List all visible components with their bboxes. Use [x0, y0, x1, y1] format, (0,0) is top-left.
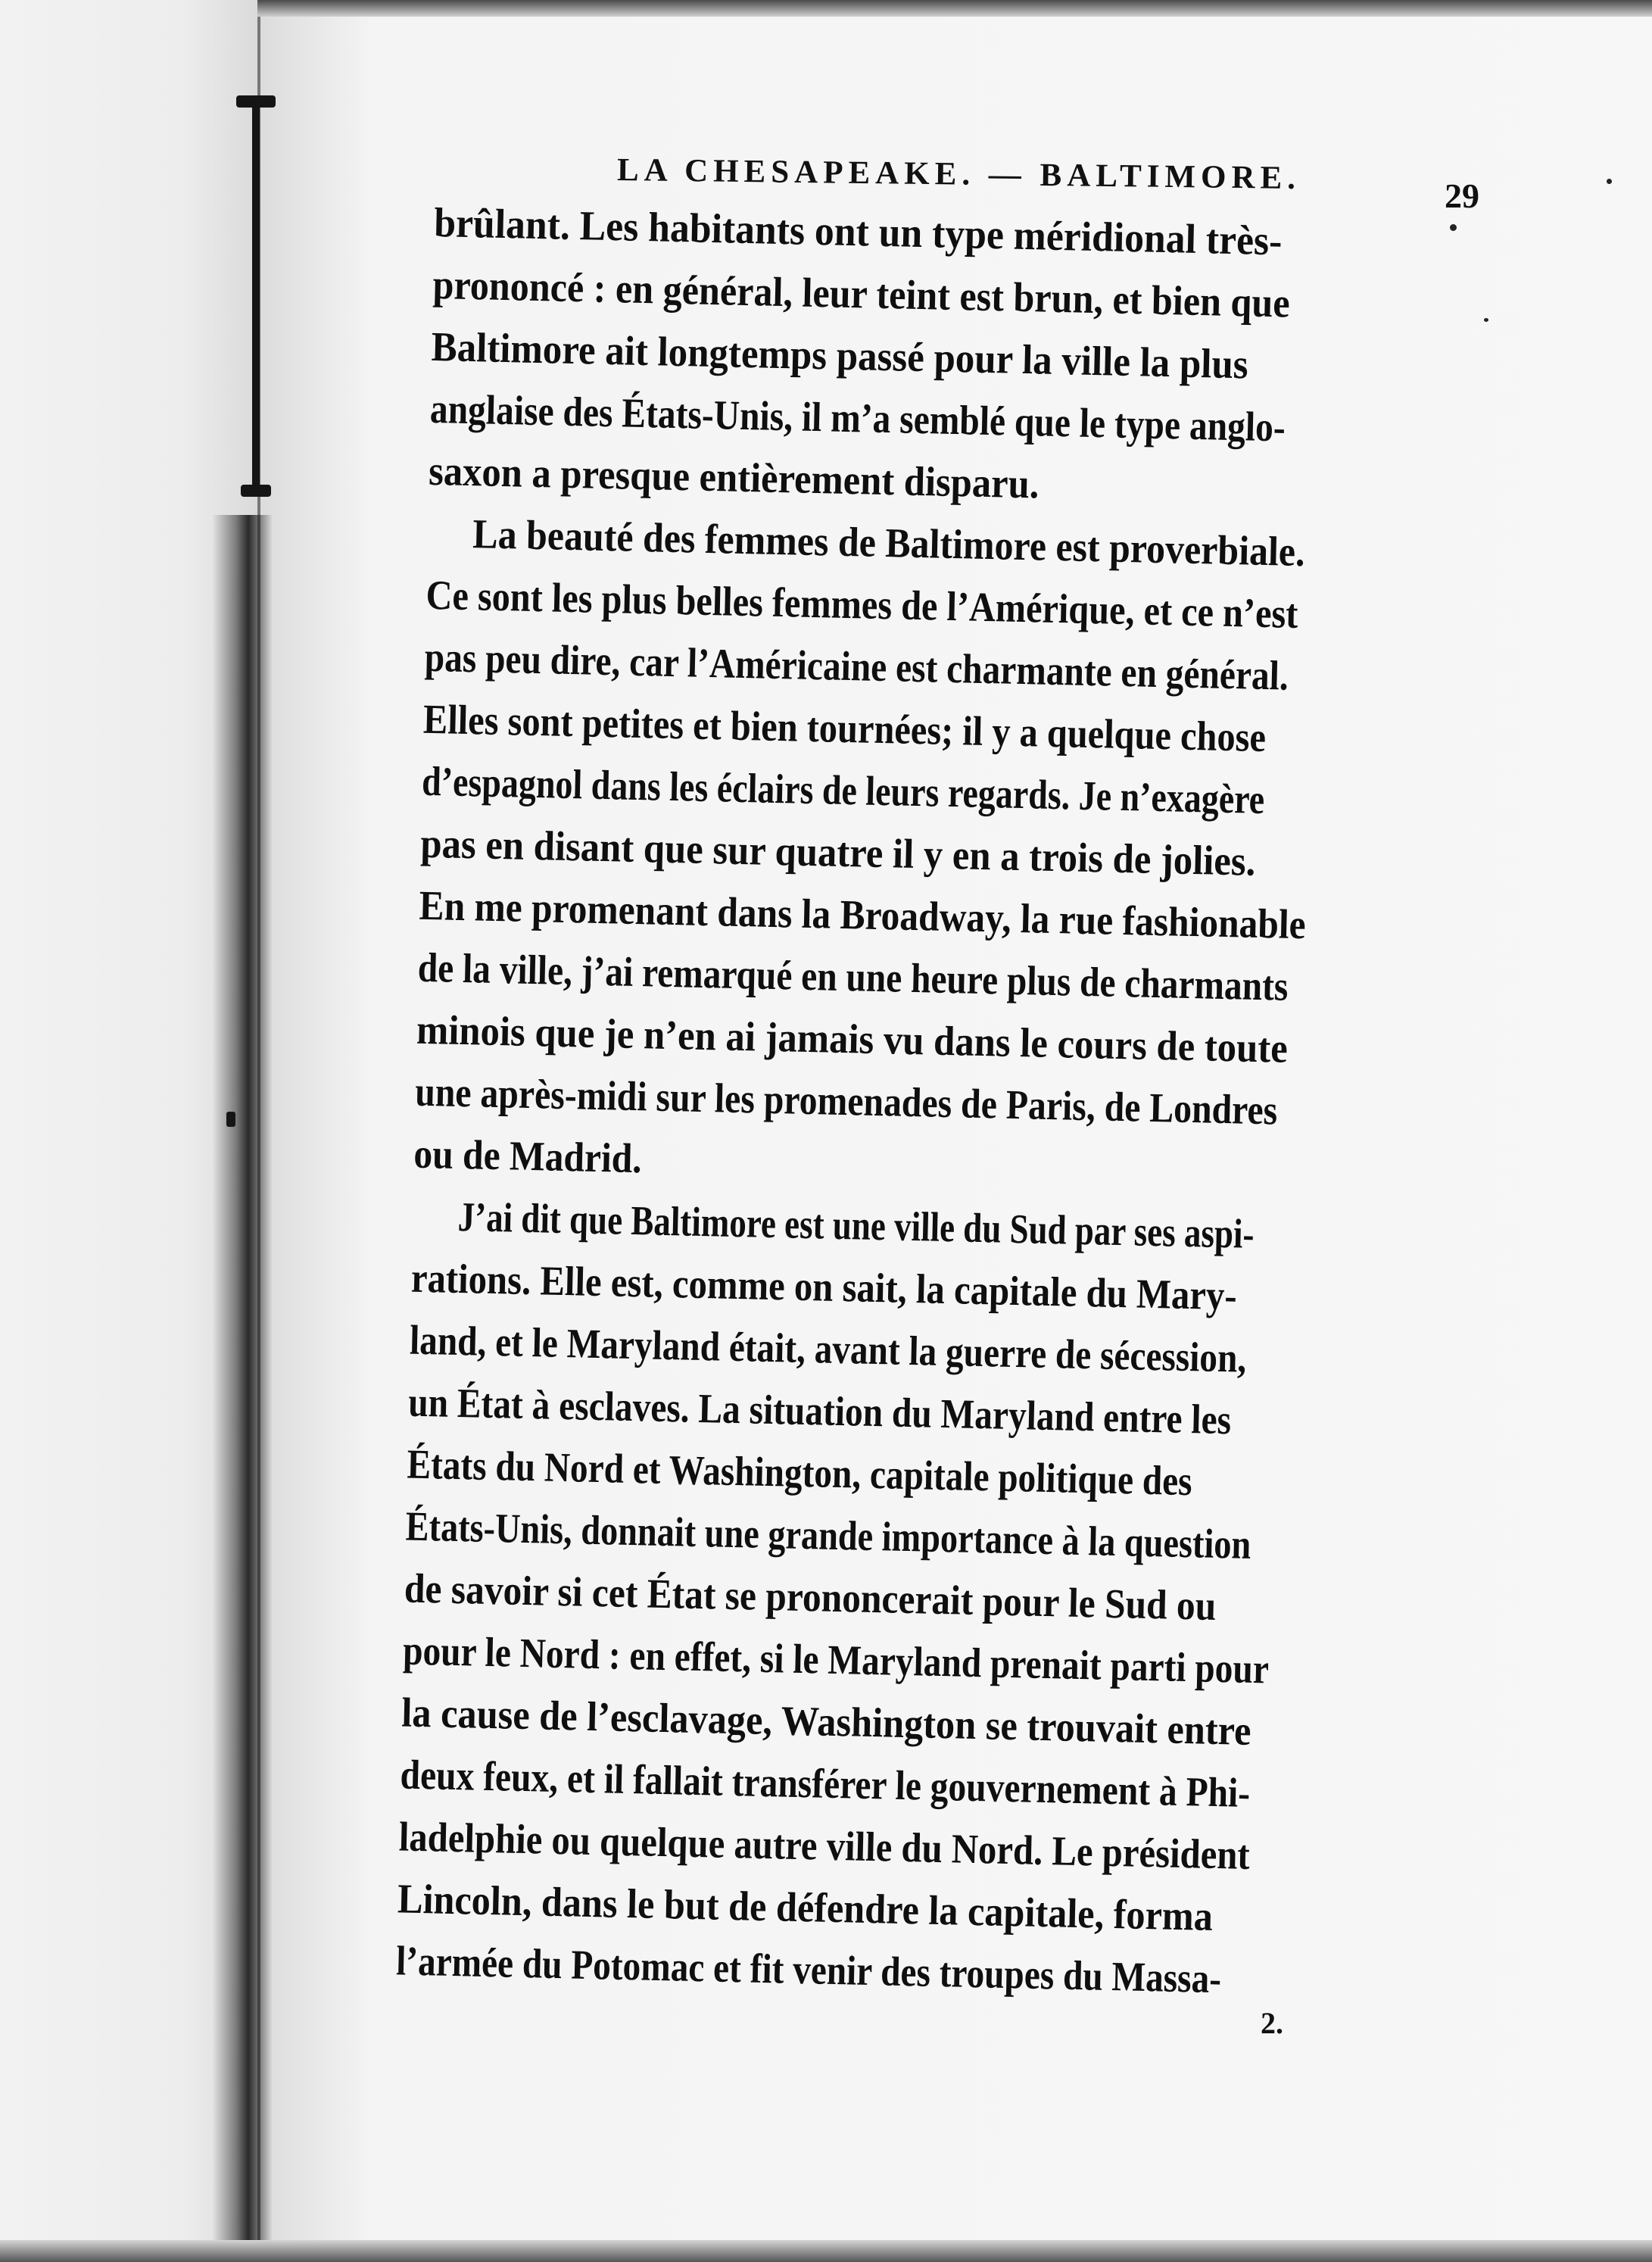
text-line: une après-midi sur les promenades de Paris, de Londres: [414, 1068, 1278, 1134]
gutter-shadow: [212, 515, 273, 2242]
text-line: pour le Nord : en effet, si le Maryland prenait parti pour: [402, 1627, 1270, 1693]
ink-mark: [226, 1112, 235, 1127]
text-line: prononcé : en général, leur teint est brun, et bien que: [432, 261, 1291, 326]
text-line: l’armée du Potomac et fit venir des troupes du Massa-: [395, 1937, 1222, 2002]
text-line: ladelphie ou quelque autre ville du Nord. Le président: [398, 1813, 1251, 1878]
text-line: États-Unis, donnait une grande importance à la question: [405, 1502, 1251, 1568]
ink-speck: [1450, 224, 1457, 231]
ink-speck: [1484, 318, 1488, 322]
text-line: Elles sont petites et bien tournées; il y a quelque chose: [422, 695, 1267, 761]
text-line: brûlant. Les habitants ont un type méridional très-: [433, 198, 1283, 264]
text-line: ou de Madrid.: [413, 1130, 643, 1182]
text-line: En me promenant dans la Broadway, la rue fashionable: [419, 881, 1307, 948]
signature-mark: 2.: [1261, 2006, 1283, 2040]
text-line: deux feux, et il fallait transférer le gouvernement à Phi-: [400, 1751, 1251, 1816]
bookmark-bar: [252, 106, 260, 492]
text-line: anglaise des États-Unis, il m’a semblé que le type anglo-: [429, 385, 1286, 451]
text-line: Lincoln, dans le but de défendre la capitale, forma: [397, 1875, 1214, 1939]
text-line: La beauté des femmes de Baltimore est proverbiale.: [472, 510, 1306, 576]
text-line: Ce sont les plus belles femmes de l’Amérique, et ce n’est: [425, 571, 1299, 637]
running-head: LA CHESAPEAKE. — BALTIMORE.: [616, 152, 1301, 197]
text-line: land, et le Maryland était, avant la guerre de sécession,: [409, 1316, 1247, 1381]
text-line: États du Nord et Washington, capitale politique des: [406, 1440, 1193, 1505]
text-line: un État à esclaves. La situation du Maryland entre les: [407, 1378, 1232, 1443]
text-line: J’ai dit que Baltimore est une ville du Sud par ses aspi-: [457, 1193, 1255, 1257]
text-line: minois que je n’en ai jamais vu dans le cours de toute: [416, 1006, 1289, 1072]
text-line: de savoir si cet État se prononcerait pour le Sud ou: [404, 1565, 1217, 1629]
text-line: rations. Elle est, comme on sait, la capitale du Mary-: [410, 1254, 1238, 1319]
text-line: Baltimore ait longtemps passé pour la ville la plus: [431, 323, 1249, 388]
text-line: d’espagnol dans les éclairs de leurs regards. Je n’exagère: [421, 757, 1265, 823]
text-line: de la ville, j’ai remarqué en une heure plus de charmants: [417, 944, 1289, 1009]
text-line: saxon a presque entièrement disparu.: [428, 447, 1040, 507]
ink-speck: [1607, 179, 1612, 184]
scan-top-edge: [257, 0, 1652, 17]
text-line: pas en disant que sur quatre il y en a trois de jolies.: [419, 819, 1257, 885]
text-line: la cause de l’esclavage, Washington se trouvait entre: [401, 1689, 1252, 1754]
bookmark-bar-bottom: [241, 485, 271, 497]
page-number: 29: [1445, 176, 1479, 215]
scan-bottom-edge: [0, 2240, 1652, 2262]
text-line: pas peu dire, car l’Américaine est charmante en général.: [424, 633, 1289, 699]
